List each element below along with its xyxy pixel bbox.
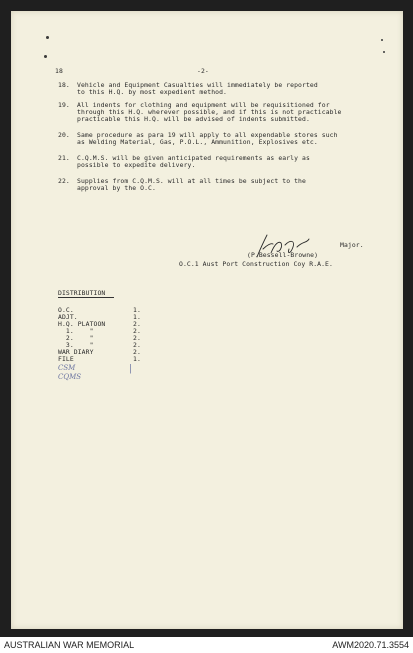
paragraph-line: as Welding Material, Gas, P.O.L., Ammunition, Explosives etc. (77, 138, 318, 146)
distribution-count: 1. (133, 313, 141, 321)
handwritten-note: CSM (58, 364, 76, 372)
distribution-label: WAR DIARY (58, 348, 94, 356)
paragraph-line: Same procedure as para 19 will apply to all expendable stores such (77, 131, 338, 139)
distribution-label: ADJT. (58, 313, 78, 321)
distribution-label: H.Q. PLATOON (58, 320, 106, 328)
paragraph-line: Supplies from C.Q.M.S. will at all times be subject to the (77, 177, 306, 185)
distribution-count: 2. (133, 341, 141, 349)
distribution-count: 2. (133, 348, 141, 356)
distribution-heading: DISTRIBUTION (58, 289, 106, 297)
punch-hole-mark (381, 39, 383, 41)
document-page (11, 11, 403, 629)
archive-footer (0, 637, 413, 653)
footer-institution: AUSTRALIAN WAR MEMORIAL (4, 640, 135, 650)
paragraph-line: Vehicle and Equipment Casualties will immediately be reported (77, 81, 318, 89)
paragraph-line: All indents for clothing and equipment will be requisitioned for (77, 101, 330, 109)
distribution-label: 2. " (58, 334, 94, 342)
paragraph-line: possible to expedite delivery. (77, 161, 196, 169)
distribution-count: 2. (133, 334, 141, 342)
distribution-label: O.C. (58, 306, 74, 314)
paragraph-number: 18. (58, 81, 70, 89)
paragraph-line: to this H.Q. by most expedient method. (77, 88, 228, 96)
signatory-title: O.C.1 Aust Port Construction Coy R.A.E. (179, 260, 333, 268)
handwritten-tick: | (129, 364, 133, 374)
paragraph-number: 22. (58, 177, 70, 185)
distribution-count: 1. (133, 355, 141, 363)
paragraph-line: through this H.Q. wherever possible, and if this is not practicable (77, 109, 342, 116)
signatory-rank: Major. (340, 241, 364, 249)
punch-hole-mark (383, 51, 385, 53)
punch-hole-mark (46, 36, 49, 39)
paragraph-number: 20. (58, 131, 70, 139)
page-ref: 18 (55, 67, 63, 75)
paragraph-line: C.Q.M.S. will be given anticipated requirements as early as (77, 154, 310, 162)
distribution-label: 3. " (58, 341, 94, 349)
footer-accession-id: AWM2020.71.3554 (332, 640, 409, 650)
paragraph-number: 19. (58, 101, 70, 109)
distribution-count: 1. (133, 306, 141, 314)
paragraph-line: practicable this H.Q. will be advised of indents submitted. (77, 115, 310, 123)
heading-underline (58, 297, 114, 298)
distribution-count: 2. (133, 320, 141, 328)
signatory-name: (P.Bessell-Browne) (247, 251, 319, 259)
paragraph-number: 21. (58, 154, 70, 162)
punch-hole-mark (44, 55, 47, 58)
handwritten-note: CQMS (58, 373, 82, 381)
page-number: -2- (197, 67, 209, 75)
paragraph-line: approval by the O.C. (77, 184, 156, 192)
distribution-label: FILE (58, 355, 74, 363)
distribution-label: 1. " (58, 327, 94, 335)
distribution-count: 2. (133, 327, 141, 335)
